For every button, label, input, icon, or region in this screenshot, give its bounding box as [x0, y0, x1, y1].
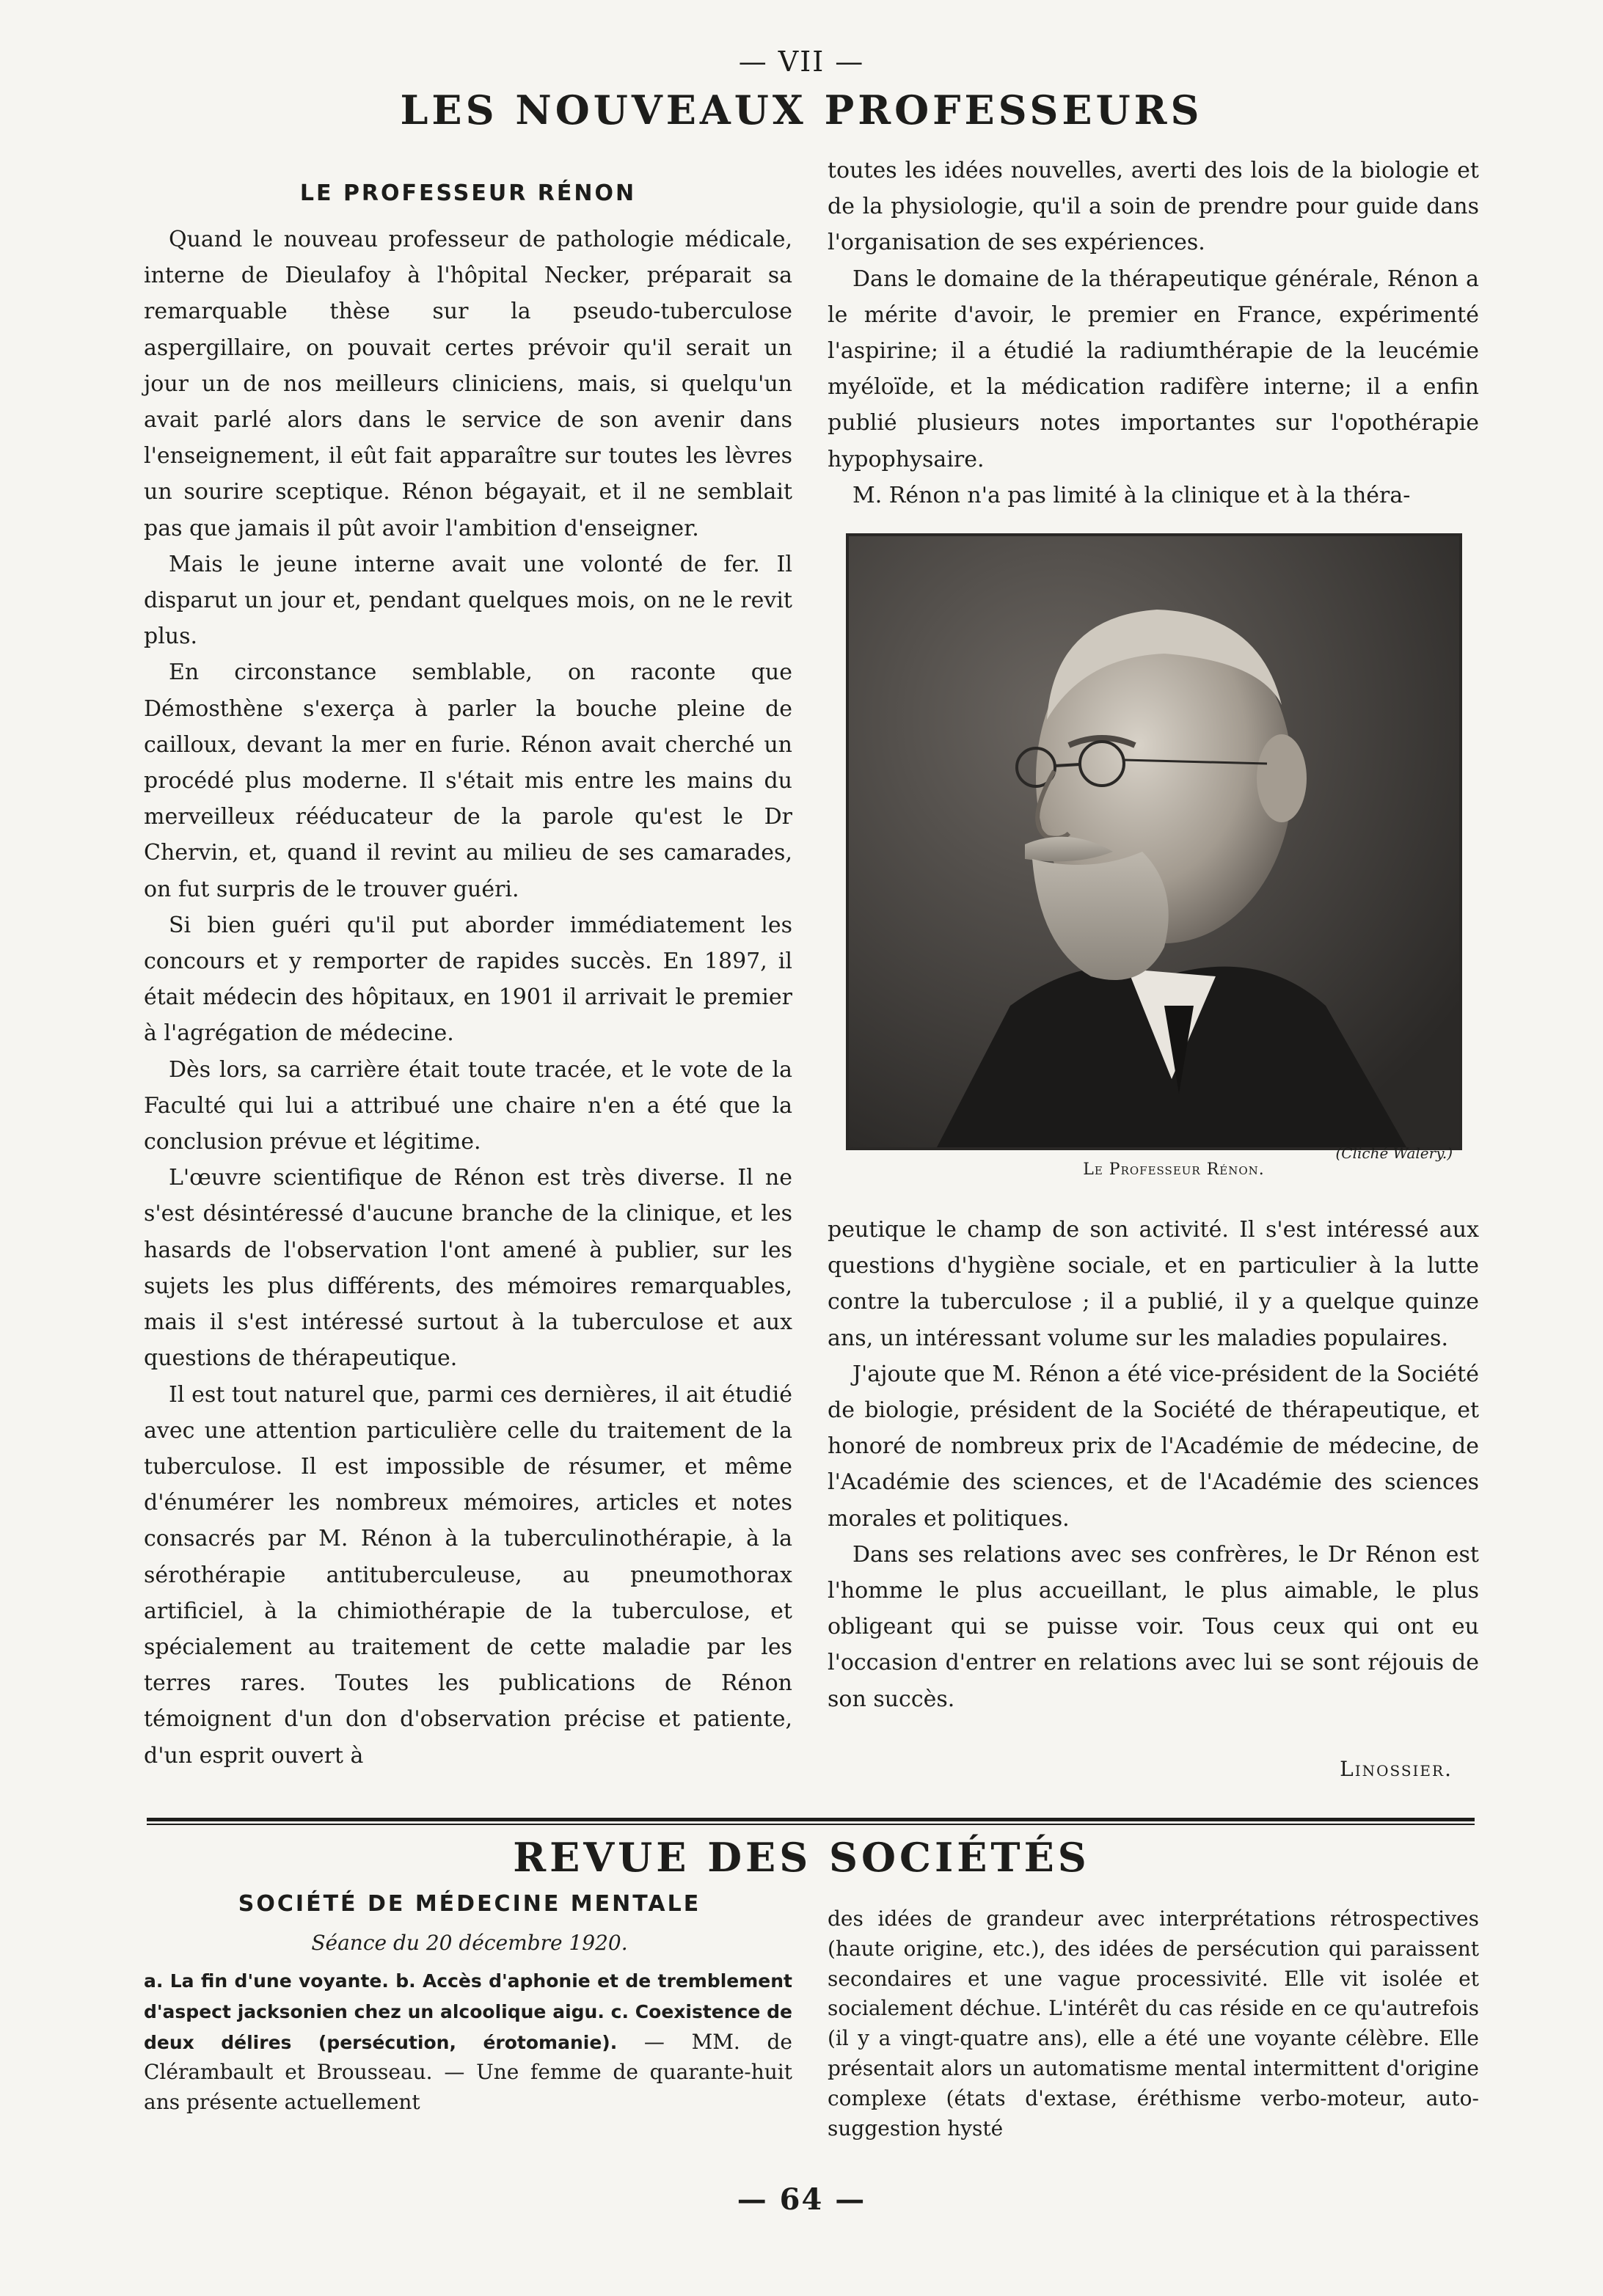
paragraph: Quand le nouveau professeur de pathologie médicale, interne de Dieulafoy à l'hôpital Necker, préparait sa remarquable thèse sur la pseudo-tuberculose aspergillaire, on pouvait certes prévoir qu'il serait un jour un de nos meilleurs cliniciens, mais, si quelqu'un avait parlé alors dans le service de son avenir dans l'enseignement, il eût fait apparaître sur toutes les lèvres un sourire sceptique. Rénon bégayait, et il ne semblait pas que jamais il pût avoir l'ambition d'enseigner.	[144, 227, 792, 541]
society-summary	[144, 1966, 792, 2118]
paragraph: toutes les idées nouvelles, averti des lois de la biologie et de la physiologie, qu'il a soin de prendre pour guide dans l'organisation de ses expériences.	[828, 158, 1479, 256]
paragraph: Mais le jeune interne avait une volonté de fer. Il disparut un jour et, pendant quelques mois, on ne le revit plus.	[144, 551, 792, 650]
article-left-column	[144, 222, 792, 1774]
portrait-illustration	[849, 536, 1459, 1147]
section-headline: REVUE DES SOCIÉTÉS	[513, 1834, 1090, 1881]
paragraph: peutique le champ de son activité. Il s'est intéressé aux questions d'hygiène sociale, et en particulier à la lutte contre la tuberculose ; il a publié, il y a quelque quinze ans, un intéressant volume sur les maladies populaires.	[828, 1217, 1479, 1351]
article-right-column-top	[828, 153, 1479, 513]
page-folio-bottom: — 64 —	[737, 2182, 866, 2217]
paragraph: M. Rénon n'a pas limité à la clinique et à la théra-	[852, 482, 1411, 508]
society-right-column	[828, 1904, 1479, 2143]
page-headline: LES NOUVEAUX PROFESSEURS	[400, 87, 1203, 134]
paragraph: Dès lors, sa carrière était toute tracée, et le vote de la Faculté qui lui a attribué une chaire n'en a été que la conclusion prévue et légitime.	[144, 1056, 792, 1155]
paragraph: L'œuvre scientifique de Rénon est très diverse. Il ne s'est désintéressé d'aucune branche de la clinique, et les hasards de l'observation l'ont amené à publier, sur les sujets les plus différents, des mémoires remarquables, mais il s'est intéressé surtout à la tuberculose et aux questions de thérapeutique.	[144, 1165, 792, 1372]
paragraph: J'ajoute que M. Rénon a été vice-président de la Société de biologie, président de la Société de thérapeutique, et honoré de nombreux prix de l'Académie de médecine, de l'Académie des sciences, et de l'Académie des sciences morales et politiques.	[828, 1361, 1479, 1532]
society-body-left: — MM. de Clérambault et Brousseau. — Une femme de quarante-huit ans présente actuellement	[144, 2029, 792, 2115]
article-subtitle: LE PROFESSEUR RÉNON	[299, 180, 637, 206]
section-divider	[147, 1818, 1475, 1821]
photo-credit: (Cliché Walery.)	[1335, 1144, 1453, 1162]
paragraph: Si bien guéri qu'il put aborder immédiatement les concours et y remporter de rapides succès. En 1897, il était médecin des hôpitaux, en 1901 il arrivait le premier à l'agrégation de médecine.	[144, 912, 792, 1047]
session-date: Séance du 20 décembre 1920.	[311, 1931, 628, 1955]
case-headings: a. La fin d'une voyante. b. Accès d'aphonie et de tremblement d'aspect jacksonien chez un alcoolique aigu. c. Coexistence de deux délires (persécution, érotomanie).	[144, 1970, 792, 2053]
article-right-column-bottom	[828, 1212, 1479, 1717]
photo-caption: Le Professeur Rénon.	[1083, 1160, 1265, 1179]
society-left-column	[144, 1966, 792, 2118]
paragraph: Il est tout naturel que, parmi ces dernières, il ait étudié avec une attention particulière celle du traitement de la tuberculose. Il est impossible de résumer, et même d'énumérer les nombreux mémoires, articles et notes consacrés par M. Rénon à la tuberculinothérapie, à la sérothérapie antituberculeuse, au pneumothorax artificiel, à la chimiothérapie de la tuberculose, et spécialement au traitement de cette maladie par les terres rares. Toutes les publications de Rénon témoignent d'un don d'observation précise et patiente, d'un esprit ouvert à	[144, 1381, 792, 1769]
society-title: SOCIÉTÉ DE MÉDECINE MENTALE	[238, 1891, 701, 1917]
author-signature: Linossier.	[1340, 1757, 1453, 1781]
page-folio-top: — VII —	[738, 45, 865, 78]
portrait-photo	[846, 533, 1462, 1150]
paragraph: En circonstance semblable, on raconte que Démosthène s'exerça à parler la bouche pleine de cailloux, devant la mer en furie. Rénon avait cherché un procédé plus moderne. Il s'était mis entre les mains du merveilleux rééducateur de la parole qu'est le Dr Chervin, et, quand il revint au milieu de ses camarades, on fut surpris de le trouver guéri.	[144, 659, 792, 902]
section-divider-thin	[147, 1824, 1475, 1825]
paragraph: Dans le domaine de la thérapeutique générale, Rénon a le mérite d'avoir, le premier en France, expérimenté l'aspirine; il a étudié la radiumthérapie de la leucémie myéloïde, et la médication radifère interne; il a enfin publié plusieurs notes importantes sur l'opothérapie hypophysaire.	[828, 266, 1479, 472]
paragraph: Dans ses relations avec ses confrères, le Dr Rénon est l'homme le plus accueillant, le plus aimable, le plus obligeant qui se puisse voir. Tous ceux qui ont eu l'occasion d'entrer en relations avec lui se sont réjouis de son succès.	[828, 1541, 1479, 1712]
society-body-right: des idées de grandeur avec interprétations rétrospectives (haute origine, etc.), des idées de persécution qui paraissent secondaires et une vague processivité. Elle vit isolée et socialement déchue. L'intérêt du cas réside en ce qu'autrefois (il y a vingt-quatre ans), elle a été une voyante célèbre. Elle présentait alors un automatisme mental intermittent d'origine complexe (états d'extase, éréthisme verbo-moteur, auto-suggestion hysté	[828, 1906, 1479, 2140]
